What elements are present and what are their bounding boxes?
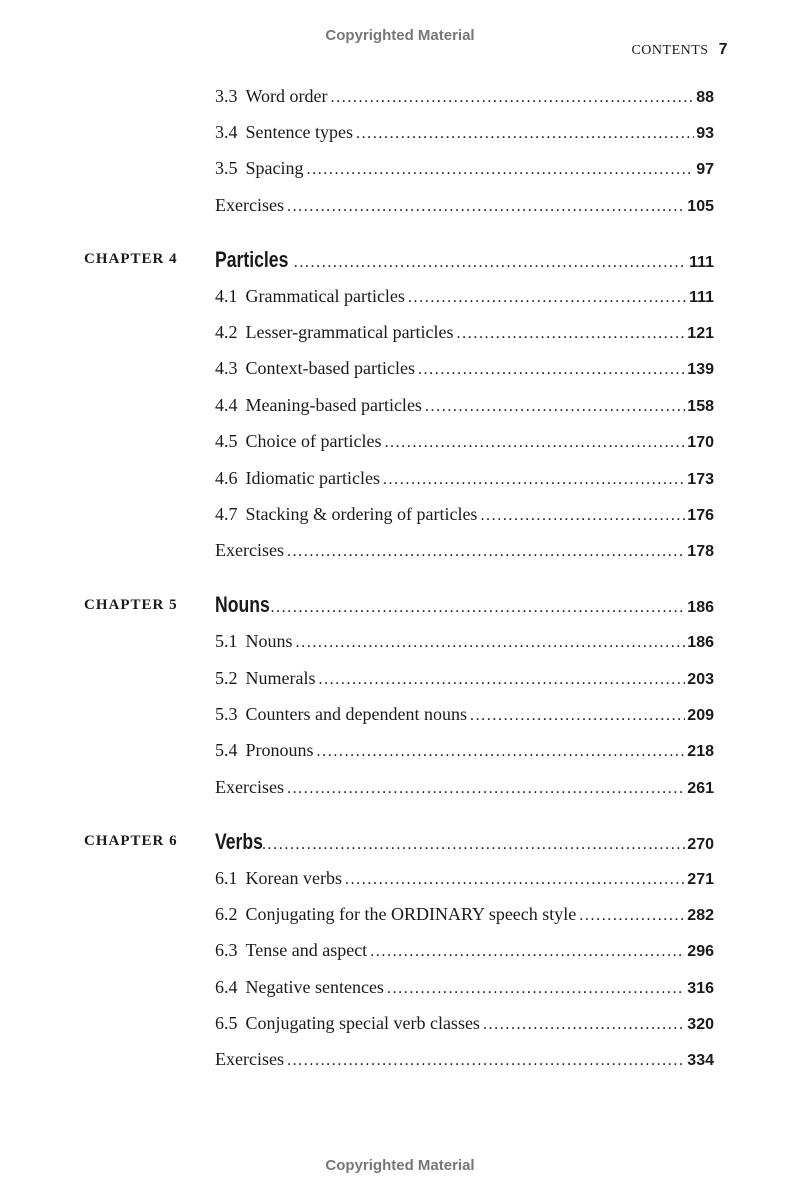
- toc-entry-row[interactable]: [84, 278, 714, 314]
- section-title: Conjugating for the ORDINARY speech style: [245, 903, 577, 924]
- section-number: 4.3: [215, 358, 238, 379]
- toc-entry-row[interactable]: [84, 187, 714, 223]
- section-title: Korean verbs: [245, 867, 342, 888]
- entry-text: [215, 395, 425, 416]
- toc-entry: [215, 1013, 714, 1034]
- dot-leader: [384, 434, 685, 452]
- toc-chapter-row[interactable]: [84, 587, 714, 623]
- page-ref: 218: [687, 743, 714, 761]
- dot-leader: [270, 599, 685, 617]
- chapter-title: Nouns: [215, 592, 270, 618]
- dot-leader: [317, 743, 686, 761]
- page-ref: 105: [687, 197, 714, 215]
- dot-leader: [331, 89, 695, 107]
- toc-entry: [215, 158, 714, 179]
- toc-entry-row[interactable]: [84, 496, 714, 532]
- section-title: Exercises: [215, 1049, 284, 1070]
- toc-entry: [215, 940, 714, 961]
- dot-leader: [418, 361, 685, 379]
- toc-entry: [215, 358, 714, 379]
- section-title: Conjugating special verb classes: [245, 1013, 480, 1034]
- section-title: Tense and aspect: [245, 940, 368, 961]
- entry-text: [215, 904, 579, 925]
- toc-entry-row[interactable]: [84, 314, 714, 350]
- page-ref: 173: [687, 470, 714, 488]
- page-ref: 261: [687, 779, 714, 797]
- page-ref: 316: [687, 979, 714, 997]
- chapter-title: Verbs: [215, 828, 263, 854]
- toc-entry: [215, 322, 714, 343]
- section-number: 3.3: [215, 85, 238, 106]
- section-title: Numerals: [245, 667, 316, 688]
- section-number: 4.6: [215, 467, 238, 488]
- dot-leader: [287, 1052, 685, 1070]
- section-title: Exercises: [215, 776, 284, 797]
- dot-leader: [356, 125, 694, 143]
- section-title: Negative sentences: [245, 976, 384, 997]
- dot-leader: [457, 325, 686, 343]
- entry-text: [215, 158, 307, 179]
- section-number: 4.4: [215, 394, 238, 415]
- toc-entry: [215, 86, 714, 107]
- dot-leader: [483, 1016, 685, 1034]
- toc-entry: [215, 195, 714, 216]
- dot-leader: [287, 780, 685, 798]
- toc-entry-row[interactable]: [84, 1042, 714, 1078]
- section-title: Grammatical particles: [245, 285, 405, 306]
- section-title: Meaning-based particles: [245, 394, 422, 415]
- page-ref: 271: [687, 870, 714, 888]
- dot-leader: [579, 907, 685, 925]
- entry-text: [215, 1049, 287, 1070]
- entry-text: [215, 358, 418, 379]
- entry-text: [215, 668, 318, 689]
- page-ref: 139: [687, 361, 714, 379]
- entry-text: [215, 740, 317, 761]
- table-of-contents: [84, 78, 714, 1078]
- page-ref: 296: [687, 943, 714, 961]
- page-ref: 111: [689, 253, 714, 271]
- page-ref: 203: [687, 670, 714, 688]
- toc-entry-row[interactable]: [84, 533, 714, 569]
- toc-entry: [215, 704, 714, 725]
- page-number: 7: [718, 41, 728, 58]
- section-number: 6.1: [215, 867, 238, 888]
- section-title: Context-based particles: [245, 358, 415, 379]
- toc-entry-row[interactable]: [84, 933, 714, 969]
- toc-entry: [215, 286, 714, 307]
- entry-text: [215, 704, 470, 725]
- toc-entry-row[interactable]: [84, 623, 714, 659]
- dot-leader: [287, 198, 685, 216]
- page-ref: 334: [687, 1052, 714, 1070]
- dot-leader: [408, 289, 687, 307]
- section-number: 6.2: [215, 903, 238, 924]
- section-title: Pronouns: [245, 740, 314, 761]
- section-number: 5.3: [215, 703, 238, 724]
- section-title: Exercises: [215, 194, 284, 215]
- toc-entry-row[interactable]: [84, 351, 714, 387]
- toc-entry: [215, 904, 714, 925]
- chapter-label: CHAPTER 6: [84, 833, 178, 850]
- section-title: Stacking & ordering of particles: [245, 503, 478, 524]
- page-ref: 111: [689, 288, 714, 306]
- toc-entry-row[interactable]: [84, 860, 714, 896]
- toc-entry: [215, 829, 714, 855]
- toc-entry: [215, 504, 714, 525]
- running-header: [631, 41, 728, 59]
- entry-text: [215, 286, 408, 307]
- entry-text: [215, 540, 287, 561]
- toc-entry: [215, 740, 714, 761]
- dot-leader: [318, 671, 685, 689]
- page-ref: 176: [687, 506, 714, 524]
- section-title: Choice of particles: [245, 431, 382, 452]
- entry-text: [215, 1013, 483, 1034]
- dot-leader: [480, 507, 685, 525]
- page-ref: 320: [687, 1016, 714, 1034]
- toc-chapter-row[interactable]: [84, 823, 714, 859]
- section-number: 5.4: [215, 740, 238, 761]
- dot-leader: [425, 398, 685, 416]
- toc-entry: [215, 395, 714, 416]
- toc-entry-row[interactable]: [84, 78, 714, 114]
- toc-entry: [215, 668, 714, 689]
- toc-entry-row[interactable]: [84, 769, 714, 805]
- section-number: 6.3: [215, 940, 238, 961]
- page-ref: 121: [687, 325, 714, 343]
- page-ref: 186: [687, 634, 714, 652]
- toc-entry-row[interactable]: [84, 733, 714, 769]
- entry-text: [215, 977, 387, 998]
- section-number: 6.5: [215, 1013, 238, 1034]
- dot-leader: [287, 543, 685, 561]
- toc-entry: [215, 468, 714, 489]
- section-number: 4.2: [215, 322, 238, 343]
- entry-text: [215, 777, 287, 798]
- entry-text: [215, 122, 356, 143]
- toc-entry: [215, 540, 714, 561]
- dot-leader: [262, 836, 685, 854]
- dot-leader: [383, 471, 685, 489]
- section-number: 3.4: [215, 122, 238, 143]
- toc-entry: [215, 868, 714, 889]
- section-title: Sentence types: [245, 122, 353, 143]
- entry-text: [215, 468, 383, 489]
- dot-leader: [345, 871, 685, 889]
- section-title: Counters and dependent nouns: [245, 703, 467, 724]
- section-title: Lesser-grammatical particles: [245, 322, 454, 343]
- toc-entry: [215, 631, 714, 652]
- section-title: Nouns: [245, 631, 293, 652]
- entry-text: [215, 247, 294, 273]
- entry-text: [215, 195, 287, 216]
- dot-leader: [294, 254, 687, 272]
- entry-text: [215, 431, 384, 452]
- toc-entry-row[interactable]: [84, 696, 714, 732]
- toc-entry: [215, 247, 714, 273]
- toc-entry-row[interactable]: [84, 460, 714, 496]
- page-ref: 282: [687, 906, 714, 924]
- toc-entry-row[interactable]: [84, 151, 714, 187]
- toc-entry-row[interactable]: [84, 660, 714, 696]
- dot-leader: [387, 980, 685, 998]
- page-ref: 170: [687, 434, 714, 452]
- section-title: Spacing: [245, 158, 304, 179]
- toc-entry-row[interactable]: [84, 387, 714, 423]
- entry-text: [215, 322, 457, 343]
- section-title: Idiomatic particles: [245, 467, 380, 488]
- copyright-watermark-top: Copyrighted Material: [325, 27, 475, 44]
- page-ref: 209: [687, 706, 714, 724]
- dot-leader: [296, 634, 686, 652]
- entry-text: [215, 829, 262, 855]
- toc-entry-row[interactable]: [84, 114, 714, 150]
- toc-entry: [215, 431, 714, 452]
- entry-text: [215, 592, 270, 618]
- toc-entry: [215, 122, 714, 143]
- header-section: CONTENTS: [631, 43, 709, 58]
- toc-entry: [215, 977, 714, 998]
- page-ref: 97: [696, 161, 714, 179]
- entry-text: [215, 631, 296, 652]
- toc-entry-row[interactable]: [84, 1005, 714, 1041]
- entry-text: [215, 504, 480, 525]
- section-number: 5.2: [215, 667, 238, 688]
- entry-text: [215, 868, 345, 889]
- page-ref: 93: [696, 125, 714, 143]
- section-number: 4.7: [215, 503, 238, 524]
- toc-entry-row[interactable]: [84, 969, 714, 1005]
- toc-entry: [215, 777, 714, 798]
- page-ref: 178: [687, 543, 714, 561]
- dot-leader: [370, 943, 685, 961]
- section-title: Exercises: [215, 540, 284, 561]
- section-title: Word order: [245, 85, 328, 106]
- page-ref: 270: [687, 835, 714, 853]
- toc-entry: [215, 1049, 714, 1070]
- chapter-title: Particles: [215, 246, 289, 272]
- toc-entry-row[interactable]: [84, 896, 714, 932]
- toc-entry: [215, 592, 714, 618]
- toc-entry-row[interactable]: [84, 424, 714, 460]
- page-ref: 186: [687, 599, 714, 617]
- page-ref: 158: [687, 397, 714, 415]
- dot-leader: [470, 707, 685, 725]
- section-number: 5.1: [215, 631, 238, 652]
- section-number: 3.5: [215, 158, 238, 179]
- section-number: 4.1: [215, 285, 238, 306]
- chapter-label: CHAPTER 5: [84, 596, 178, 613]
- copyright-watermark-bottom: Copyrighted Material: [325, 1157, 475, 1174]
- section-number: 4.5: [215, 431, 238, 452]
- dot-leader: [307, 161, 695, 179]
- chapter-label: CHAPTER 4: [84, 251, 178, 268]
- entry-text: [215, 86, 331, 107]
- toc-chapter-row[interactable]: [84, 242, 714, 278]
- page-ref: 88: [696, 88, 714, 106]
- entry-text: [215, 940, 370, 961]
- section-number: 6.4: [215, 976, 238, 997]
